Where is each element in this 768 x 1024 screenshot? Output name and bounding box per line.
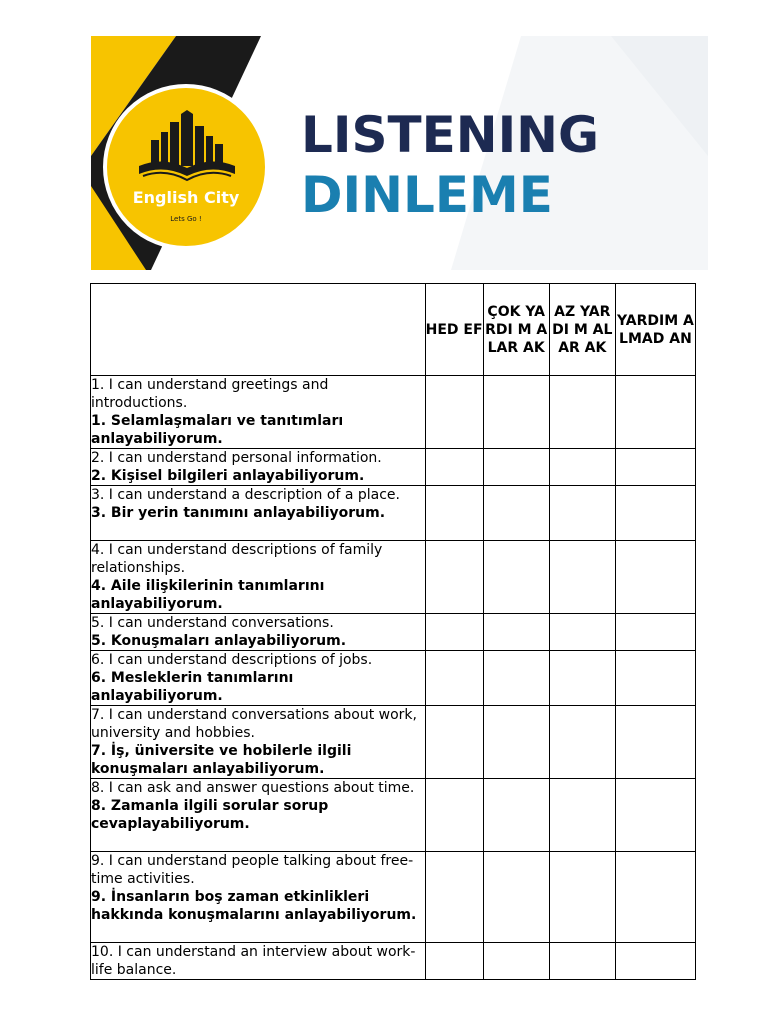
check-cell-hedef[interactable] [425, 706, 483, 779]
check-cell-cok-yardim[interactable] [483, 541, 549, 614]
check-cell-az-yardim[interactable] [549, 943, 615, 980]
row-description [91, 943, 426, 980]
row-description [91, 449, 426, 486]
row-text-turkish: 3. Bir yerin tanımını anlayabiliyorum. [91, 505, 386, 521]
check-cell-yardim-almadan[interactable] [615, 852, 695, 943]
check-cell-cok-yardim[interactable] [483, 449, 549, 486]
row-description [91, 779, 426, 852]
table-row [91, 486, 696, 541]
check-cell-hedef[interactable] [425, 943, 483, 980]
title-english: LISTENING [301, 106, 600, 164]
book-city-icon [137, 110, 237, 182]
check-cell-cok-yardim[interactable] [483, 852, 549, 943]
row-description [91, 541, 426, 614]
table-row [91, 614, 696, 651]
row-text-english: 6. I can understand descriptions of jobs. [91, 652, 373, 668]
row-description [91, 852, 426, 943]
check-cell-az-yardim[interactable] [549, 486, 615, 541]
table-header-row [91, 284, 696, 376]
check-cell-hedef[interactable] [425, 541, 483, 614]
logo-brand-text: English City [132, 188, 240, 207]
header-hedef: HED EF [425, 284, 483, 376]
check-cell-cok-yardim[interactable] [483, 651, 549, 706]
row-text-turkish: 6. Mesleklerin tanımlarını anlayabiliyorum. [91, 670, 294, 704]
row-text-english: 3. I can understand a description of a place. [91, 487, 400, 503]
table-row [91, 449, 696, 486]
check-cell-cok-yardim[interactable] [483, 706, 549, 779]
row-text-english: 4. I can understand descriptions of family relationships. [91, 542, 383, 576]
check-cell-hedef[interactable] [425, 779, 483, 852]
logo-badge [103, 84, 269, 250]
row-description [91, 486, 426, 541]
check-cell-yardim-almadan[interactable] [615, 779, 695, 852]
check-cell-yardim-almadan[interactable] [615, 541, 695, 614]
row-text-turkish: 2. Kişisel bilgileri anlayabiliyorum. [91, 468, 365, 484]
check-cell-cok-yardim[interactable] [483, 779, 549, 852]
check-cell-yardim-almadan[interactable] [615, 449, 695, 486]
row-text-turkish: 1. Selamlaşmaları ve tanıtımları anlayabiliyorum. [91, 413, 344, 447]
check-cell-az-yardim[interactable] [549, 449, 615, 486]
table-row [91, 376, 696, 449]
check-cell-hedef[interactable] [425, 449, 483, 486]
logo-tagline: Lets Go ! [170, 215, 202, 223]
check-cell-hedef[interactable] [425, 614, 483, 651]
header-banner [91, 36, 708, 270]
row-description [91, 651, 426, 706]
row-text-turkish: 8. Zamanla ilgili sorular sorup cevaplayabiliyorum. [91, 798, 329, 832]
title-turkish: DINLEME [301, 166, 553, 224]
check-cell-az-yardim[interactable] [549, 614, 615, 651]
check-cell-az-yardim[interactable] [549, 541, 615, 614]
header-yardim-almadan: YARDIM ALMAD AN [615, 284, 695, 376]
check-cell-yardim-almadan[interactable] [615, 376, 695, 449]
table-row [91, 943, 696, 980]
check-cell-hedef[interactable] [425, 651, 483, 706]
row-text-english: 1. I can understand greetings and introductions. [91, 377, 329, 411]
check-cell-az-yardim[interactable] [549, 706, 615, 779]
row-text-english: 8. I can ask and answer questions about time. [91, 780, 415, 796]
check-cell-yardim-almadan[interactable] [615, 943, 695, 980]
table-row [91, 852, 696, 943]
row-text-english: 5. I can understand conversations. [91, 615, 334, 631]
row-description [91, 706, 426, 779]
table-row [91, 651, 696, 706]
check-cell-hedef[interactable] [425, 852, 483, 943]
check-cell-yardim-almadan[interactable] [615, 706, 695, 779]
check-cell-cok-yardim[interactable] [483, 943, 549, 980]
check-cell-yardim-almadan[interactable] [615, 614, 695, 651]
row-text-turkish: 4. Aile ilişkilerinin tanımlarını anlayabiliyorum. [91, 578, 325, 612]
table-row [91, 706, 696, 779]
row-description [91, 614, 426, 651]
check-cell-cok-yardim[interactable] [483, 614, 549, 651]
check-cell-az-yardim[interactable] [549, 651, 615, 706]
header-az-yardim: AZ YARDI M ALAR AK [549, 284, 615, 376]
row-text-english: 10. I can understand an interview about work-life balance. [91, 944, 416, 978]
check-cell-az-yardim[interactable] [549, 852, 615, 943]
row-text-english: 9. I can understand people talking about free-time activities. [91, 853, 414, 887]
self-assessment-table [90, 283, 696, 980]
header-empty-cell [91, 284, 426, 376]
table-row [91, 541, 696, 614]
check-cell-hedef[interactable] [425, 376, 483, 449]
check-cell-az-yardim[interactable] [549, 376, 615, 449]
row-text-turkish: 7. İş, üniversite ve hobilerle ilgili konuşmaları anlayabiliyorum. [91, 743, 352, 777]
check-cell-yardim-almadan[interactable] [615, 651, 695, 706]
row-text-english: 2. I can understand personal information. [91, 450, 382, 466]
row-text-turkish: 5. Konuşmaları anlayabiliyorum. [91, 633, 347, 649]
table-row [91, 779, 696, 852]
row-text-turkish: 9. İnsanların boş zaman etkinlikleri hakkında konuşmalarını anlayabiliyorum. [91, 889, 417, 923]
check-cell-hedef[interactable] [425, 486, 483, 541]
check-cell-az-yardim[interactable] [549, 779, 615, 852]
check-cell-cok-yardim[interactable] [483, 376, 549, 449]
header-cok-yardim: ÇOK YARDI M ALAR AK [483, 284, 549, 376]
row-text-english: 7. I can understand conversations about work, university and hobbies. [91, 707, 417, 741]
check-cell-yardim-almadan[interactable] [615, 486, 695, 541]
check-cell-cok-yardim[interactable] [483, 486, 549, 541]
row-description [91, 376, 426, 449]
